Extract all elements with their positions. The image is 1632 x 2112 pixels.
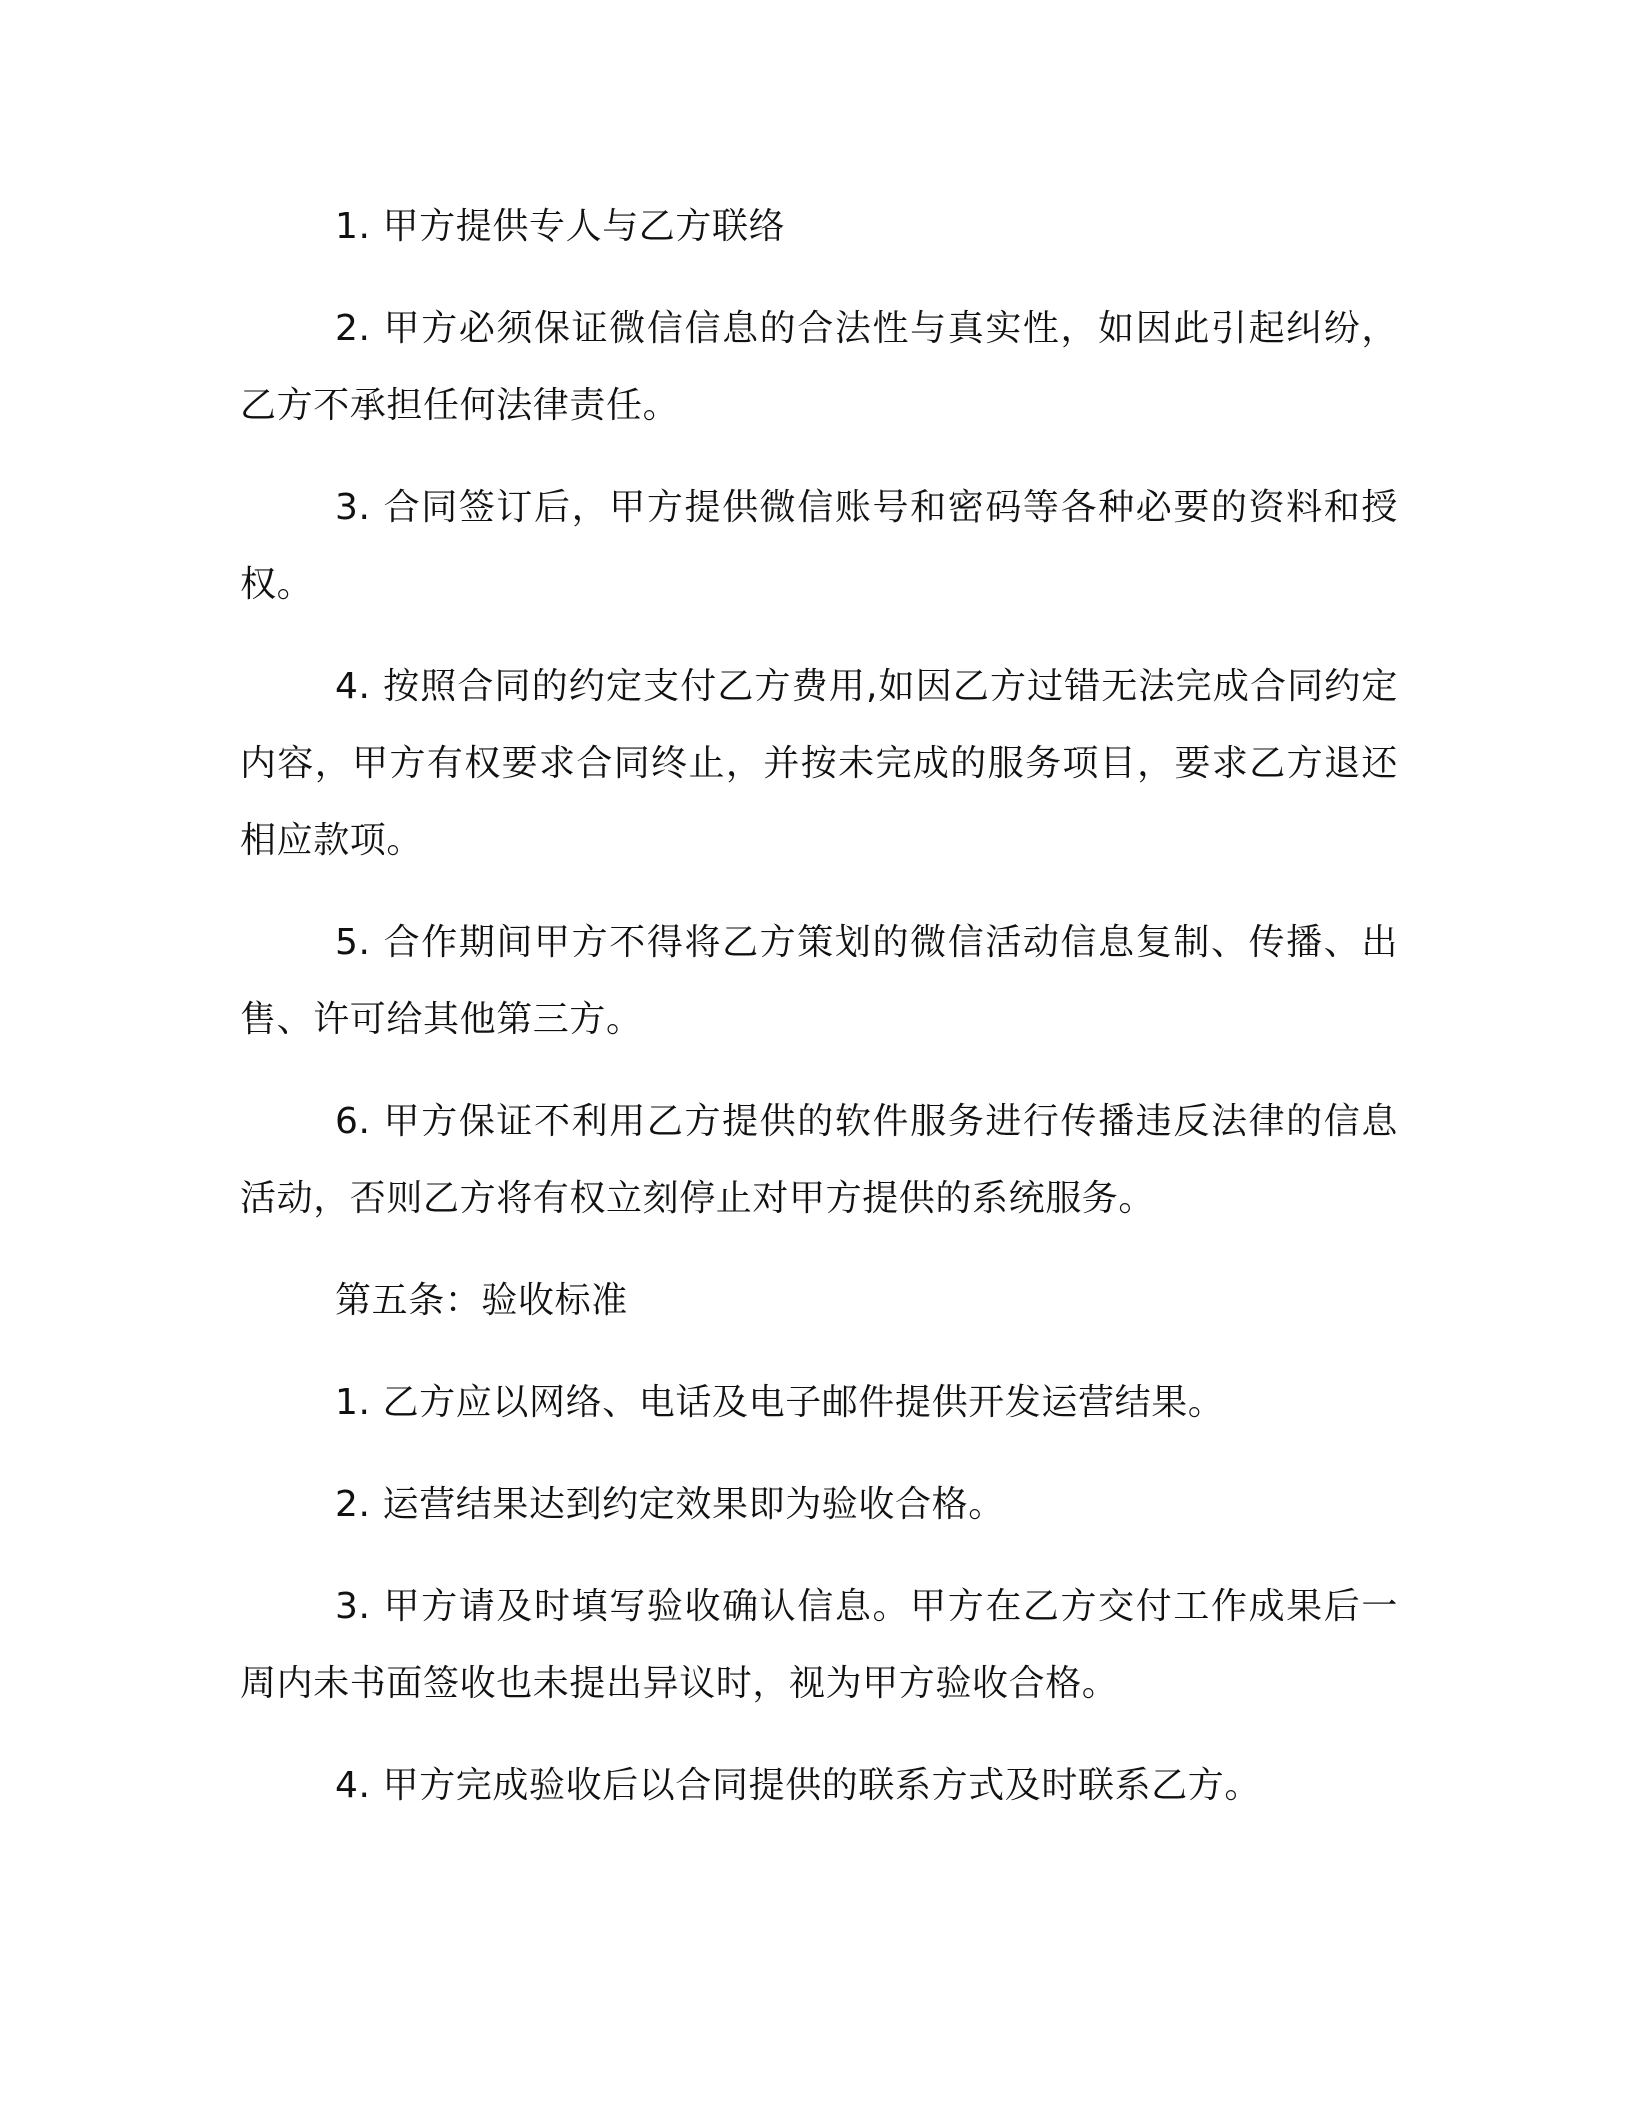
paragraph-party-a-2: 2. 甲方必须保证微信信息的合法性与真实性，如因此引起纠纷，乙方不承担任何法律责任。: [240, 308, 1398, 426]
document-body: [240, 188, 1398, 1849]
paragraph-party-a-5: 5. 合作期间甲方不得将乙方策划的微信活动信息复制、传播、出售、许可给其他第三方。: [240, 922, 1398, 1040]
paragraph-acceptance-4: 4. 甲方完成验收后以合同提供的联系方式及时联系乙方。: [335, 1765, 1261, 1806]
paragraph-acceptance-1: 1. 乙方应以网络、电话及电子邮件提供开发运营结果。: [335, 1382, 1225, 1423]
paragraph-acceptance-3: 3. 甲方请及时填写验收确认信息。甲方在乙方交付工作成果后一周内未书面签收也未提出异议时，视为甲方验收合格。: [240, 1586, 1398, 1704]
paragraph-party-a-4: 4. 按照合同的约定支付乙方费用,如因乙方过错无法完成合同约定内容，甲方有权要求合同终止，并按未完成的服务项目，要求乙方退还相应款项。: [240, 666, 1398, 861]
paragraph-acceptance-2: 2. 运营结果达到约定效果即为验收合格。: [335, 1484, 1005, 1525]
paragraph-party-a-6: 6. 甲方保证不利用乙方提供的软件服务进行传播违反法律的信息活动，否则乙方将有权立刻停止对甲方提供的系统服务。: [240, 1101, 1398, 1219]
paragraph-party-a-3: 3. 合同签订后，甲方提供微信账号和密码等各种必要的资料和授权。: [240, 487, 1398, 605]
section-heading-acceptance: 第五条：验收标准: [335, 1280, 628, 1321]
paragraph-party-a-1: 1. 甲方提供专人与乙方联络: [335, 206, 786, 247]
